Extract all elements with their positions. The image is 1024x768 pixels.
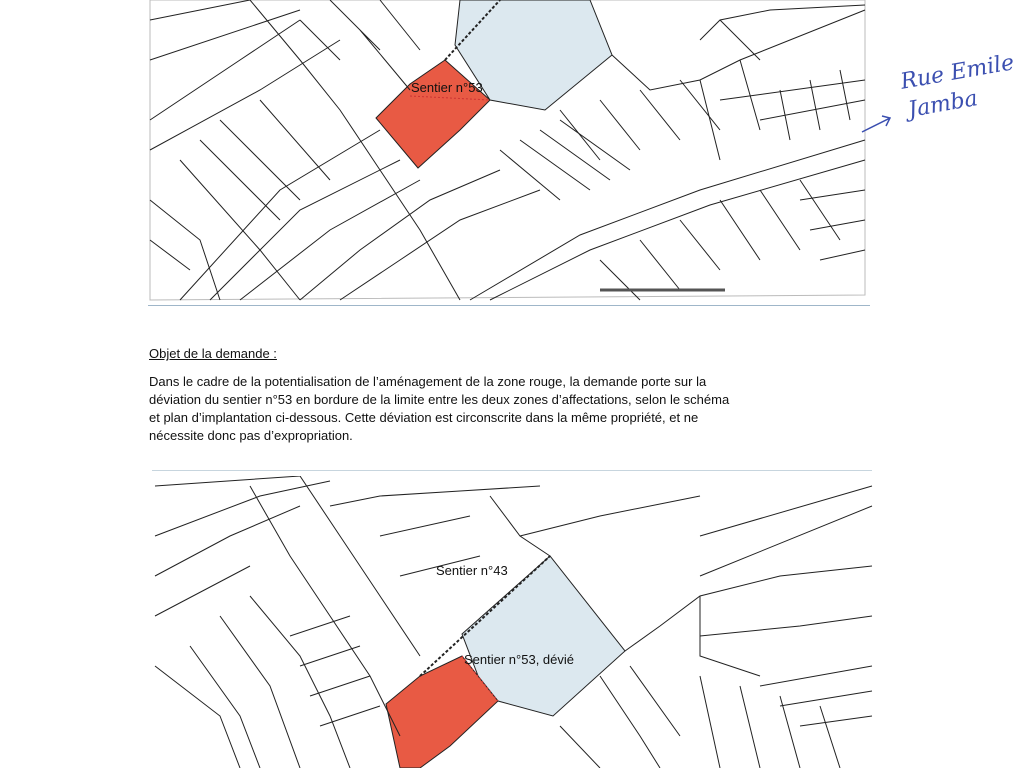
handwritten-street-name-line2: Jamba: [906, 86, 980, 123]
request-body: [149, 373, 891, 445]
separator-line: [152, 470, 872, 471]
handwritten-arrow-icon: [860, 108, 900, 138]
separator-line: [148, 305, 870, 306]
cadastral-map-top: [0, 0, 1024, 312]
handwritten-street-name-line1: Rue Emile: [898, 50, 1017, 95]
request-line: nécessite donc pas d’expropriation.: [149, 428, 353, 443]
request-title: Objet de la demande :: [149, 346, 277, 361]
request-line: et plan d’implantation ci-dessous. Cette déviation est circonscrite dans la même propriété, et ne: [149, 410, 699, 425]
path-label-43: Sentier n°43: [436, 563, 508, 578]
path-label-53: Sentier n°53: [411, 80, 483, 95]
map-top-drawing: [0, 0, 1024, 312]
request-line: Dans le cadre de la potentialisation de l’aménagement de la zone rouge, la demande porte sur la: [149, 374, 707, 389]
request-line: déviation du sentier n°53 en bordure de la limite entre les deux zones d’affectations, selon le schéma: [149, 392, 730, 407]
map-bottom-drawing: [0, 476, 1024, 768]
path-label-53-deviated: Sentier n°53, dévié: [464, 652, 574, 667]
cadastral-map-bottom: [0, 476, 1024, 768]
